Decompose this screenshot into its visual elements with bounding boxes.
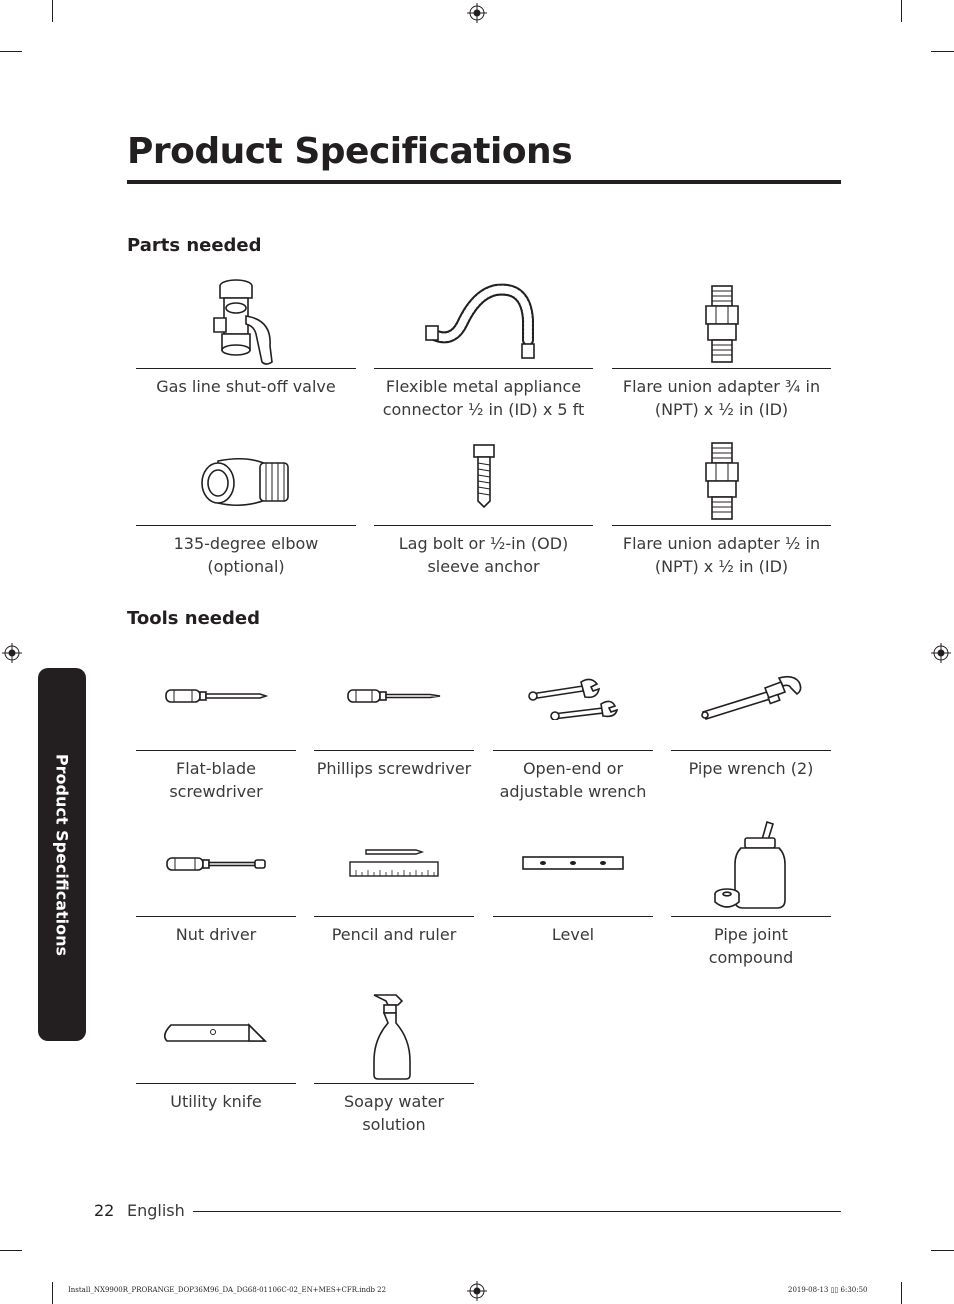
part-item [374, 425, 593, 578]
tool-item [314, 983, 474, 1136]
tool-label: Pipe joint compound [708, 925, 794, 967]
flexible-connector-icon [424, 282, 544, 362]
tool-item [671, 650, 831, 780]
shutoff-valve-icon [206, 274, 286, 366]
crop-mark [901, 0, 902, 22]
nut-driver-icon [165, 854, 267, 874]
divider [314, 1083, 474, 1084]
tool-item [493, 650, 653, 803]
tool-label: Open-end or adjustable wrench [499, 759, 647, 801]
part-label: Flare union adapter ¾ in (NPT) x ½ in (ID) [622, 377, 821, 419]
elbow-fitting-icon [198, 451, 294, 511]
part-item [612, 268, 831, 421]
registration-mark-icon [467, 3, 487, 23]
lag-bolt-icon [472, 443, 496, 509]
divider [671, 750, 831, 751]
crop-mark [0, 1250, 22, 1251]
footer-rule [193, 1211, 841, 1212]
tool-item [136, 650, 296, 803]
divider [136, 368, 356, 369]
divider [314, 916, 474, 917]
tool-item [493, 816, 653, 946]
divider [314, 750, 474, 751]
divider [136, 750, 296, 751]
registration-mark-icon [931, 643, 951, 663]
page-title: Product Specifications [127, 131, 573, 172]
part-item [374, 268, 593, 421]
tool-item [671, 816, 831, 969]
divider [136, 1083, 296, 1084]
flare-union-adapter-icon [702, 282, 742, 366]
part-item [136, 268, 356, 398]
tool-label: Flat-blade screwdriver [169, 759, 263, 801]
tool-label: Phillips screwdriver [316, 759, 472, 778]
print-slug-file: Install_NX9900R_PRORANGE_DOP36M96_DA_DG68-01106C-02_EN+MES+CFR.indb 22 [68, 1286, 387, 1294]
page-number: 22 [94, 1201, 115, 1220]
tool-label: Level [551, 925, 595, 944]
spray-bottle-icon [370, 987, 418, 1081]
wrenches-icon [527, 676, 619, 720]
part-label: Gas line shut-off valve [156, 377, 336, 396]
part-label: Flare union adapter ½ in (NPT) x ½ in (ID) [622, 534, 821, 576]
footer-language: English [127, 1201, 185, 1220]
tool-item [314, 650, 474, 780]
tool-item [136, 983, 296, 1113]
tool-label: Pencil and ruler [331, 925, 457, 944]
pencil-ruler-icon [348, 846, 440, 880]
level-icon [521, 854, 625, 872]
part-label: 135-degree elbow (optional) [173, 534, 319, 576]
crop-mark [52, 1282, 53, 1304]
divider [493, 916, 653, 917]
part-label: Lag bolt or ½-in (OD) sleeve anchor [398, 534, 569, 576]
section-side-tab [38, 668, 86, 1041]
registration-mark-icon [2, 643, 22, 663]
tool-item [314, 816, 474, 946]
tool-item [136, 816, 296, 946]
utility-knife-icon [163, 1019, 269, 1045]
flare-union-adapter-icon [702, 439, 742, 523]
divider [493, 750, 653, 751]
tool-label: Utility knife [170, 1092, 262, 1111]
divider [136, 525, 356, 526]
registration-mark-icon [467, 1281, 487, 1301]
divider [612, 525, 831, 526]
side-tab-label: Product Specifications [52, 753, 72, 956]
tools-heading: Tools needed [127, 608, 260, 629]
part-item [136, 425, 356, 578]
divider [374, 525, 593, 526]
crop-mark [931, 51, 954, 52]
phillips-screwdriver-icon [346, 686, 442, 706]
part-item [612, 425, 831, 578]
compound-jar-icon [713, 820, 789, 912]
divider [374, 368, 593, 369]
crop-mark [901, 1282, 902, 1304]
tool-label: Pipe wrench (2) [688, 759, 814, 778]
parts-heading: Parts needed [127, 235, 262, 256]
crop-mark [0, 51, 22, 52]
crop-mark [931, 1250, 954, 1251]
title-underline [127, 180, 841, 184]
tool-label: Nut driver [175, 925, 257, 944]
flat-screwdriver-icon [164, 686, 268, 706]
part-label: Flexible metal appliance connector ½ in (ID) x 5 ft [382, 377, 585, 419]
print-slug-date: 2019-08-13 ▯▯ 6:30:50 [788, 1286, 868, 1294]
pipe-wrench-icon [699, 674, 803, 722]
divider [612, 368, 831, 369]
tool-label: Soapy water solution [343, 1092, 445, 1134]
divider [136, 916, 296, 917]
divider [671, 916, 831, 917]
crop-mark [52, 0, 53, 22]
